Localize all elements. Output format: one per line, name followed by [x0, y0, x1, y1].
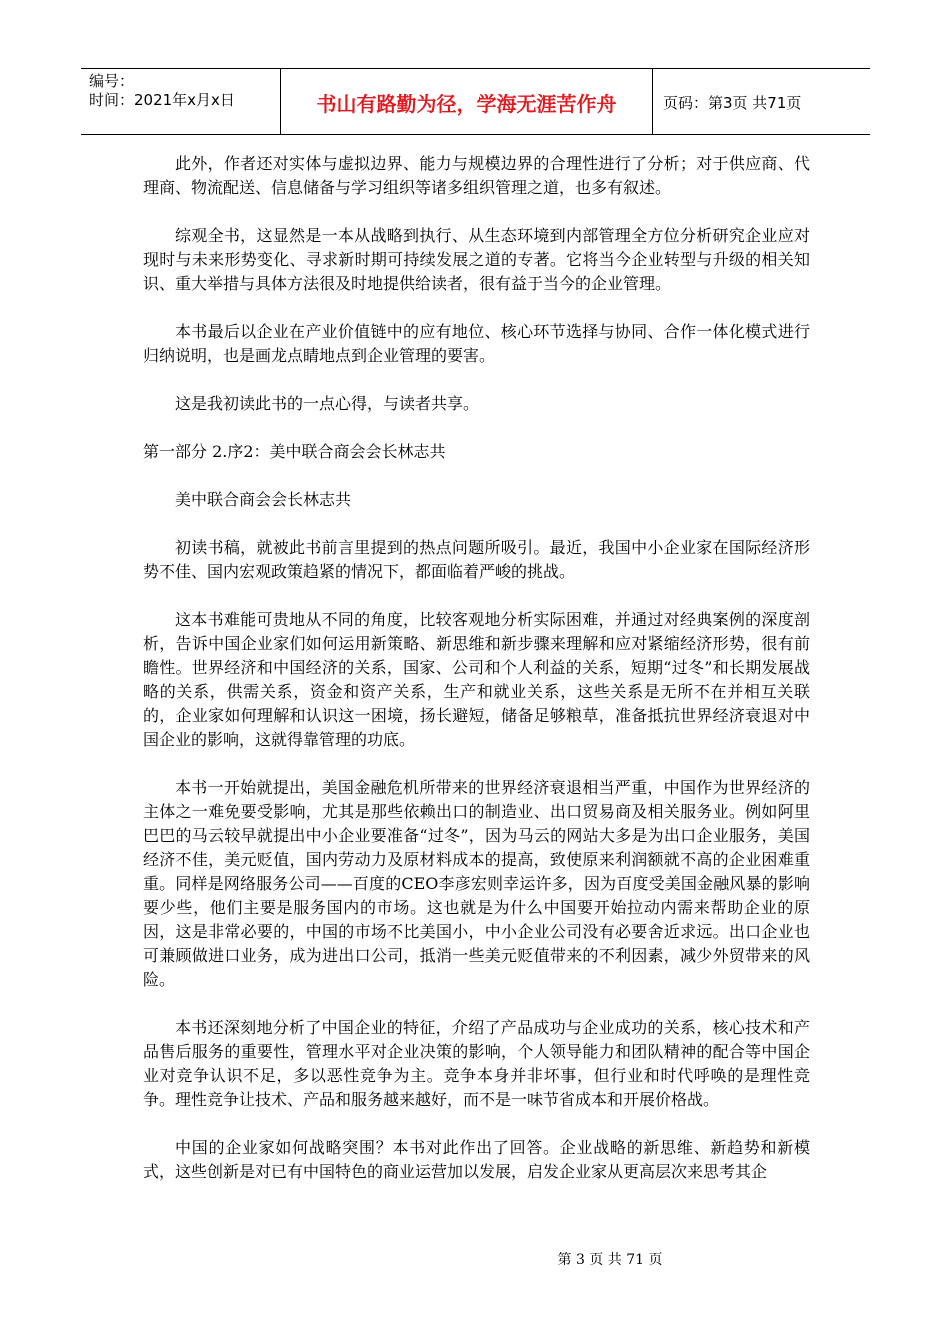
header-meta: [81, 69, 281, 134]
paragraph: 本书还深刻地分析了中国企业的特征，介绍了产品成功与企业成功的关系，核心技术和产品售后服务的重要性，管理水平对企业决策的影响，个人领导能力和团队精神的配合等中国企业对竞争认识不足，多以恶性竞争为主。竞争本身并非坏事，但行业和时代呼唤的是理性竞争。理性竞争让技术、产品和服务越来越好，而不是一味节省成本和开展价格战。: [143, 1018, 810, 1109]
document-number-label: 编号：: [89, 72, 135, 90]
header-motto: 书山有路勤为径，学海无涯苦作舟: [281, 69, 653, 134]
author-line: 美中联合商会会长林志共: [175, 490, 352, 509]
paragraph: 这本书难能可贵地从不同的角度，比较客观地分析实际困难，并通过对经典案例的深度剖析，告诉中国企业家们如何运用新策略、新思维和新步骤来理解和应对紧缩经济形势，很有前瞻性。世界经济和中国经济的关系，国家、公司和个人利益的关系，短期“过冬”和长期发展战略的关系，供需关系，资金和资产关系，生产和就业关系，这些关系是无所不在并相互关联的，企业家如何理解和认识这一困境，扬长避短，储备足够粮草，准备抵抗世界经济衰退对中国企业的影响，这就得靠管理的功底。: [143, 610, 810, 749]
paragraph: 本书一开始就提出，美国金融危机所带来的世界经济衰退相当严重，中国作为世界经济的主体之一难免要受影响，尤其是那些依赖出口的制造业、出口贸易商及相关服务业。例如阿里巴巴的马云较早就提出中小企业要准备“过冬”，因为马云的网站大多是为出口企业服务，美国经济不佳，美元贬值，国内劳动力及原材料成本的提高，致使原来利润额就不高的企业困难重重。同样是网络服务公司——百度的CEO李彦宏则幸运许多，因为百度受美国金融风暴的影响要少些，他们主要是服务国内的市场。这也就是为什么中国要开始拉动内需来帮助企业的原因，这是非常必要的，中国的市场不比美国小，中小企业公司没有必要舍近求远。出口企业也可兼顾做进口业务，成为进出口公司，抵消一些美元贬值带来的不利因素，减少外贸带来的风险。: [143, 778, 810, 989]
paragraph: 初读书稿，就被此书前言里提到的热点问题所吸引。最近，我国中小企业家在国际经济形势不佳、国内宏观政策趋紧的情况下，都面临着严峻的挑战。: [143, 538, 810, 581]
paragraph: 中国的企业家如何战略突围？本书对此作出了回答。企业战略的新思维、新趋势和新模式，这些创新是对已有中国特色的商业运营加以发展，启发企业家从更高层次来思考其企: [143, 1138, 810, 1181]
header-page-info: 页码：第3页 共71页: [663, 94, 802, 112]
document-body: [143, 152, 810, 1208]
paragraph: 此外，作者还对实体与虚拟边界、能力与规模边界的合理性进行了分析；对于供应商、代理商、物流配送、信息储备与学习组织等诸多组织管理之道，也多有叙述。: [143, 154, 810, 197]
page-footer: 第 3 页 共 71 页: [557, 1252, 663, 1268]
document-date: 时间：2021年x月x日: [89, 91, 235, 109]
page-header: [81, 68, 870, 135]
paragraph: 本书最后以企业在产业价值链中的应有地位、核心环节选择与协同、合作一体化模式进行归纳说明，也是画龙点睛地点到企业管理的要害。: [143, 322, 810, 365]
paragraph: 这是我初读此书的一点心得，与读者共享。: [175, 394, 480, 413]
section-heading: 第一部分 2.序2：美中联合商会会长林志共: [143, 442, 446, 461]
paragraph: 综观全书，这显然是一本从战略到执行、从生态环境到内部管理全方位分析研究企业应对现时与未来形势变化、寻求新时期可持续发展之道的专著。它将当今企业转型与升级的相关知识、重大举措与具体方法很及时地提供给读者，很有益于当今的企业管理。: [143, 226, 810, 293]
